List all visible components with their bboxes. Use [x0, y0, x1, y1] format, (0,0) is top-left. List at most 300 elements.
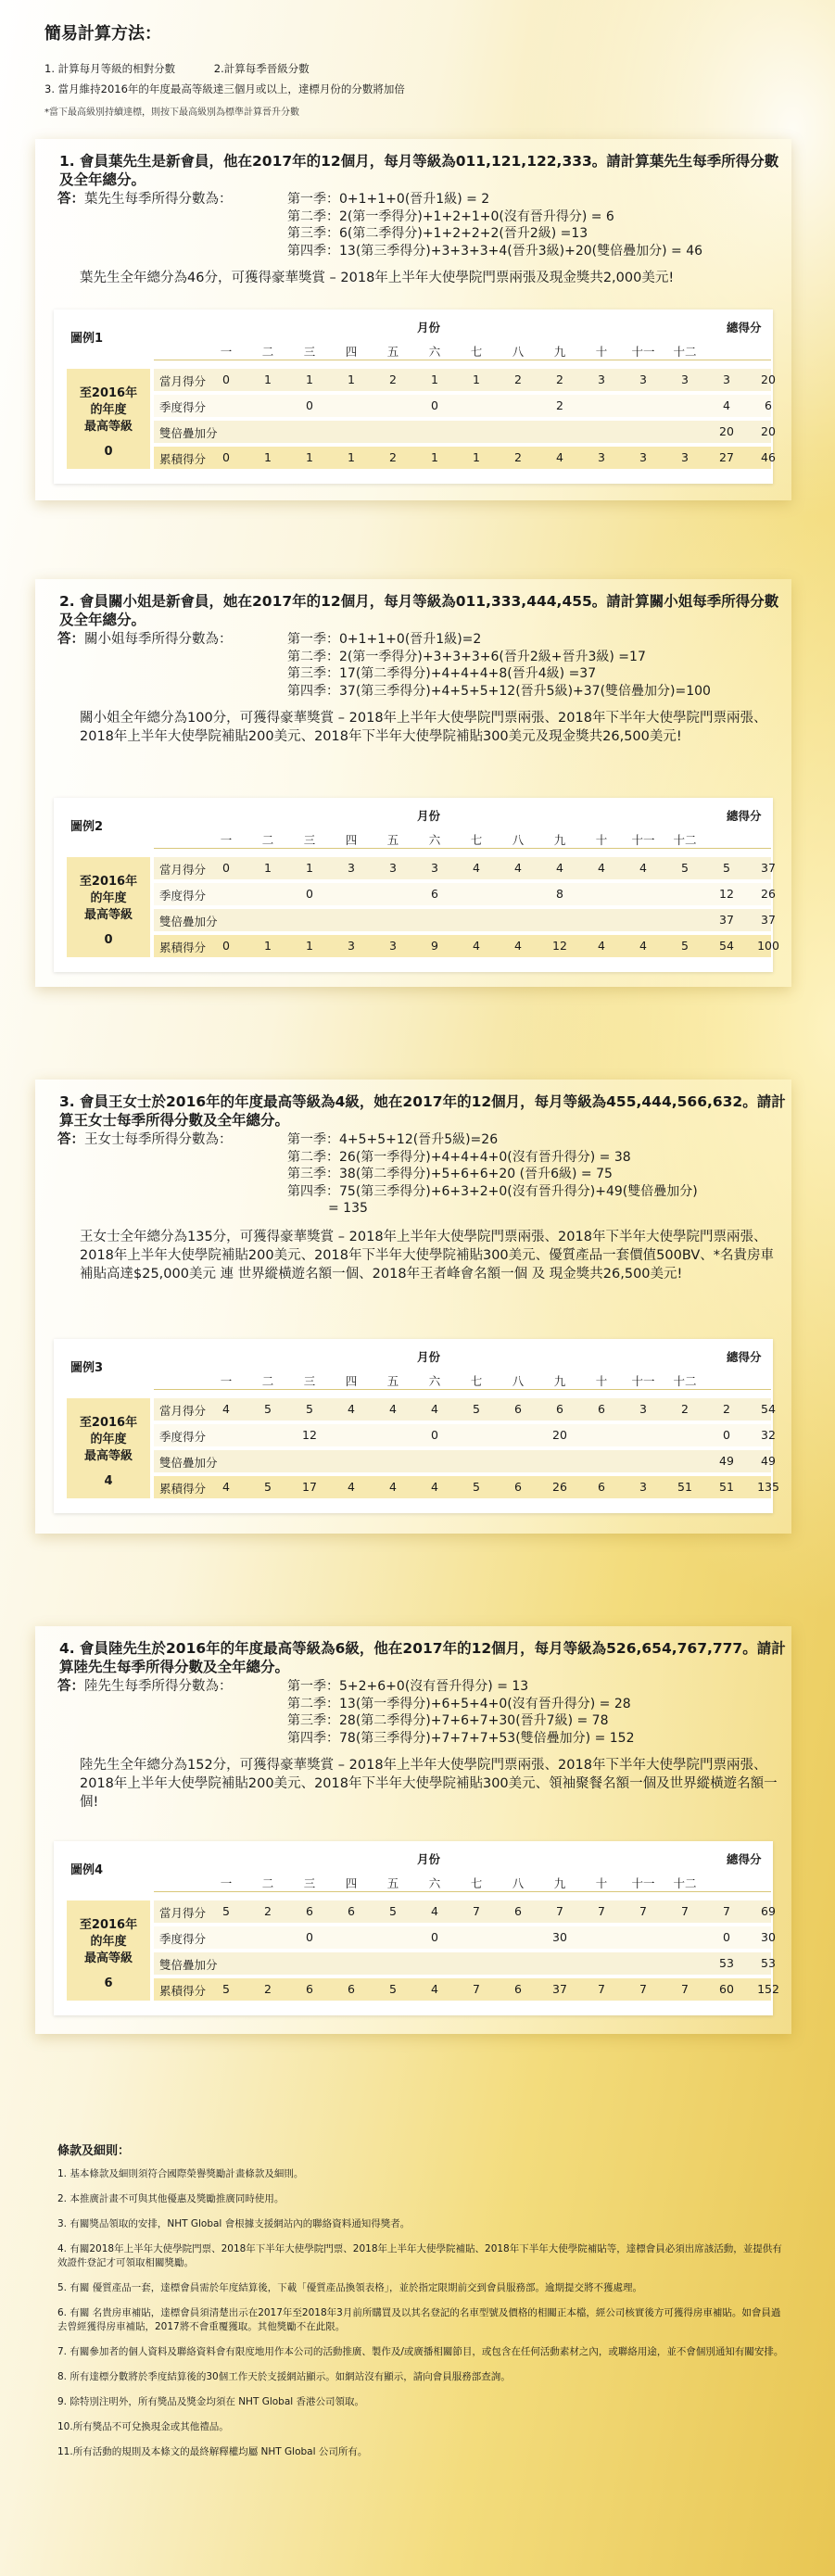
- table-cell: 5: [723, 861, 730, 875]
- month-col-header: 三: [303, 1876, 316, 1890]
- quarter-calculation: [287, 191, 702, 259]
- month-col-header: 十一: [631, 833, 655, 847]
- answer-intro-text: 王女士每季所得分數為：: [84, 1132, 233, 1147]
- table-cell: 27: [719, 450, 734, 464]
- question-text: [59, 592, 791, 629]
- row-label: 雙倍疊加分: [159, 915, 218, 928]
- row-label: 當月得分: [159, 1906, 207, 1920]
- table-cell: 6: [514, 1982, 522, 1996]
- table-cell: 5: [264, 1480, 272, 1494]
- table-cell: 0: [306, 1930, 313, 1944]
- highest-level-title-line: 最高等級: [83, 1449, 133, 1463]
- table-cell: 5: [389, 1904, 397, 1918]
- highest-level-title-line: 至2016年: [79, 1918, 138, 1932]
- month-col-header: 五: [386, 833, 399, 847]
- total-header: 總得分: [727, 809, 762, 823]
- table-cell: 4: [431, 1402, 438, 1416]
- calc-line: 第四季：37(第三季得分)+4+5+5+12(晉升5級)+37(雙倍疊加分)=100: [287, 683, 711, 699]
- table-cell: 1: [348, 450, 355, 464]
- table-cell: 2: [389, 450, 397, 464]
- table-cell: 7: [598, 1982, 605, 1996]
- calc-line: 第二季：26(第一季得分)+4+4+4+0(沒有晉升得分) = 38: [287, 1149, 631, 1165]
- calc-line: 第四季：78(第三季得分)+7+7+7+53(雙倍疊加分) = 152: [287, 1730, 635, 1746]
- table-cell: 6: [306, 1982, 313, 1996]
- table-cell: 152: [757, 1982, 779, 1996]
- highest-level-title-line: 至2016年: [79, 875, 138, 889]
- question-text: [59, 1639, 791, 1676]
- month-col-header: 四: [345, 1876, 358, 1890]
- example-label: 圖例3: [70, 1361, 104, 1375]
- table-cell: 6: [514, 1904, 522, 1918]
- table-cell: 4: [639, 939, 647, 953]
- answer-label: 答：: [57, 1679, 84, 1694]
- month-col-header: 八: [512, 1876, 525, 1890]
- table-row: [154, 935, 779, 957]
- month-col-header: 七: [470, 833, 483, 847]
- table-cell: 5: [264, 1402, 272, 1416]
- table-cell: 46: [761, 450, 776, 464]
- table-cell: 6: [431, 887, 438, 901]
- table-cell: 5: [306, 1402, 313, 1416]
- table-cell: 3: [639, 1480, 647, 1494]
- table-cell: 4: [598, 861, 605, 875]
- table-cell: 6: [598, 1402, 605, 1416]
- highest-level-title-line: 最高等級: [83, 908, 133, 922]
- table-cell: 4: [431, 1904, 438, 1918]
- calc-line: 第四季：75(第三季得分)+6+3+2+0(沒有晉升得分)+49(雙倍疊加分): [287, 1183, 698, 1199]
- table-cell: 9: [431, 939, 438, 953]
- month-col-header: 一: [220, 345, 233, 359]
- calc-line: 第一季：0+1+1+0(晉升1級)=2: [287, 632, 482, 647]
- intro-note: *當下最高級別持續達標，則按下最高級別為標準計算晉升分數: [44, 107, 299, 118]
- table-cell: 4: [389, 1480, 397, 1494]
- table-cell: 3: [431, 861, 438, 875]
- table-cell: 100: [757, 939, 779, 953]
- month-col-header: 八: [512, 345, 525, 359]
- method-1: 1. 計算每月等級的相對分數: [44, 62, 176, 75]
- month-col-header: 十二: [673, 1876, 697, 1890]
- month-col-header: 二: [261, 1876, 274, 1890]
- table-cell: 7: [681, 1982, 689, 1996]
- table-cell: 53: [719, 1956, 734, 1970]
- answer-label: 答：: [57, 632, 84, 647]
- table-cell: 2: [264, 1904, 272, 1918]
- table-row: [154, 1450, 776, 1472]
- row-label: 季度得分: [159, 1430, 207, 1444]
- quarter-calculation: [287, 1131, 698, 1218]
- table-cell: 0: [222, 861, 230, 875]
- table-cell: 54: [761, 1402, 776, 1416]
- table-cell: 6: [765, 398, 772, 412]
- calc-line: 第三季：6(第二季得分)+1+2+2+2(晉升2級) =13: [287, 226, 588, 241]
- table-row: [154, 1978, 779, 2001]
- terms-section: [57, 2140, 790, 2470]
- month-col-header: 六: [428, 1876, 441, 1890]
- table-cell: 4: [431, 1480, 438, 1494]
- calc-line: 第三季：28(第二季得分)+7+6+7+30(晉升7級) = 78: [287, 1713, 609, 1728]
- score-table: [54, 309, 776, 484]
- terms-item: 10.所有獎品不可兌換現金或其他禮品。: [57, 2421, 229, 2432]
- table-cell: 3: [639, 1402, 647, 1416]
- table-cell: 37: [761, 861, 776, 875]
- table-cell: 4: [639, 861, 647, 875]
- table-cell: 49: [719, 1454, 734, 1468]
- month-col-header: 七: [470, 1876, 483, 1890]
- table-cell: 7: [639, 1904, 647, 1918]
- calc-line: 第三季：17(第二季得分)+4+4+4+8(晉升4級) =37: [287, 666, 597, 681]
- highest-level-title-line: 至2016年: [79, 1416, 138, 1430]
- table-cell: 53: [761, 1956, 776, 1970]
- score-table: [54, 1841, 779, 2015]
- highest-level-value: 4: [104, 1474, 113, 1488]
- table-cell: 3: [598, 450, 605, 464]
- table-cell: 4: [222, 1402, 230, 1416]
- table-cell: 4: [598, 939, 605, 953]
- row-label: 累積得分: [159, 452, 207, 466]
- table-row: [154, 447, 776, 469]
- question-body: 會員關小姐是新會員，她在2017年的12個月，每月等級為011,333,444,455。請計算關小姐每季所得分數及全年總分。: [59, 593, 779, 628]
- question-number: 4.: [59, 1640, 75, 1657]
- table-cell: 3: [681, 373, 689, 386]
- highest-level-title-line: 最高等級: [83, 420, 133, 434]
- table-row: [154, 1424, 776, 1446]
- table-cell: 6: [306, 1904, 313, 1918]
- table-cell: 1: [264, 939, 272, 953]
- total-header: 總得分: [727, 1350, 762, 1364]
- calc-line: 第三季：38(第二季得分)+5+6+6+20 (晉升6級) = 75: [287, 1167, 613, 1181]
- month-col-header: 七: [470, 1374, 483, 1388]
- table-cell: 0: [723, 1930, 730, 1944]
- month-header: 月份: [417, 809, 441, 823]
- table-cell: 2: [556, 398, 563, 412]
- table-cell: 7: [598, 1904, 605, 1918]
- terms-item: 5. 有關 優質產品一套，達標會員需於年度結算後，下載「優質產品換領表格」，並於指定限期前交到會員服務部。逾期提交將不獲處理。: [57, 2282, 642, 2293]
- question-body: 會員王女士於2016年的年度最高等級為4級，她在2017年的12個月，每月等級為455,444,566,632。請計算王女士每季所得分數及全年總分。: [59, 1093, 786, 1129]
- month-col-header: 十二: [673, 833, 697, 847]
- table-cell: 135: [757, 1480, 779, 1494]
- total-header: 總得分: [727, 321, 762, 335]
- table-cell: 1: [348, 373, 355, 386]
- month-col-header: 十一: [631, 1374, 655, 1388]
- header-rule: [154, 1891, 771, 1892]
- header-rule: [154, 848, 771, 849]
- month-col-header: 九: [553, 833, 566, 847]
- table-cell: 2: [681, 1402, 689, 1416]
- table-cell: 5: [389, 1982, 397, 1996]
- table-cell: 3: [598, 373, 605, 386]
- table-row: [154, 857, 776, 879]
- calc-line: 第四季：13(第三季得分)+3+3+3+4(晉升3級)+20(雙倍疊加分) = 46: [287, 243, 703, 259]
- table-cell: 1: [431, 373, 438, 386]
- table-cell: 1: [264, 373, 272, 386]
- month-col-header: 二: [261, 833, 274, 847]
- highest-level-cell: [67, 369, 150, 469]
- table-cell: 7: [473, 1904, 480, 1918]
- terms-item: 4. 有關2018年上半年大使學院門票、2018年下半年大使學院門票、2018年上半年大使學院補貼、2018年下半年大使學院補貼等，達標會員必須出席該活動，並提供有效證件登記才可領取相關獎勵。: [57, 2243, 782, 2268]
- table-cell: 4: [222, 1480, 230, 1494]
- terms-item: 8. 所有達標分數將於季度結算後的30個工作天於支援網站顯示。如網站沒有顯示，請向會員服務部查詢。: [57, 2371, 511, 2382]
- row-label: 雙倍疊加分: [159, 426, 218, 440]
- table-cell: 7: [639, 1982, 647, 1996]
- table-cell: 1: [473, 373, 480, 386]
- highest-level-cell: [67, 857, 150, 957]
- table-cell: 2: [264, 1982, 272, 1996]
- table-cell: 20: [719, 424, 734, 438]
- table-row: [154, 883, 776, 905]
- row-label: 累積得分: [159, 941, 207, 954]
- total-header: 總得分: [727, 1852, 762, 1866]
- table-cell: 0: [306, 887, 313, 901]
- answer-intro-text: 葉先生每季所得分數為：: [84, 192, 233, 207]
- table-cell: 51: [677, 1480, 692, 1494]
- table-cell: 4: [556, 450, 563, 464]
- answer-intro: [57, 191, 233, 208]
- score-table: [54, 798, 779, 972]
- answer-label: 答：: [57, 1132, 84, 1147]
- question-panel-3: [35, 1080, 791, 1534]
- question-text: [59, 1092, 791, 1130]
- answer-intro: [57, 631, 233, 649]
- table-cell: 8: [556, 887, 563, 901]
- row-label: 雙倍疊加分: [159, 1456, 218, 1470]
- month-col-header: 一: [220, 833, 233, 847]
- method-3: 3. 當月維持2016年的年度最高等級達三個月或以上，達標月份的分數將加倍: [44, 82, 405, 95]
- table-cell: 1: [264, 450, 272, 464]
- month-col-header: 三: [303, 1374, 316, 1388]
- table-cell: 2: [723, 1402, 730, 1416]
- table-cell: 3: [681, 450, 689, 464]
- header-rule: [154, 1389, 771, 1390]
- table-row: [154, 369, 776, 391]
- table-cell: 30: [761, 1930, 776, 1944]
- row-label: 累積得分: [159, 1984, 207, 1998]
- month-col-header: 十二: [673, 345, 697, 359]
- highest-level-title: [67, 874, 150, 924]
- month-col-header: 六: [428, 1374, 441, 1388]
- table-cell: 7: [473, 1982, 480, 1996]
- row-label: 季度得分: [159, 889, 207, 903]
- table-cell: 4: [348, 1402, 355, 1416]
- table-cell: 7: [723, 1904, 730, 1918]
- table-cell: 17: [302, 1480, 317, 1494]
- answer-intro-text: 陸先生每季所得分數為：: [84, 1679, 233, 1694]
- calc-line: = 135: [328, 1201, 368, 1216]
- quarter-calculation: [287, 1678, 634, 1747]
- table-cell: 20: [552, 1428, 567, 1442]
- month-col-header: 十: [595, 1374, 608, 1388]
- table-cell: 2: [514, 373, 522, 386]
- question-number: 1.: [59, 153, 75, 170]
- intro-methods: [44, 61, 786, 76]
- table-cell: 5: [473, 1480, 480, 1494]
- table-cell: 37: [761, 913, 776, 927]
- terms-list: [57, 2167, 790, 2459]
- table-cell: 20: [761, 373, 776, 386]
- table-row: [154, 1926, 776, 1949]
- calc-line: 第二季：2(第一季得分)+1+2+1+0(沒有晉升得分) = 6: [287, 208, 614, 224]
- month-col-header: 十一: [631, 1876, 655, 1890]
- month-col-header: 二: [261, 345, 274, 359]
- month-header: 月份: [417, 1350, 441, 1364]
- highest-level-value: 6: [104, 1976, 113, 1990]
- highest-level-title: [67, 1415, 150, 1465]
- table-cell: 1: [431, 450, 438, 464]
- month-col-header: 九: [553, 1374, 566, 1388]
- table-cell: 3: [389, 861, 397, 875]
- question-text: [59, 152, 791, 189]
- month-col-header: 五: [386, 345, 399, 359]
- calc-line: 第一季：4+5+5+12(晉升5級)=26: [287, 1132, 499, 1147]
- table-cell: 3: [639, 450, 647, 464]
- table-cell: 5: [681, 939, 689, 953]
- table-cell: 4: [389, 1402, 397, 1416]
- highest-level-cell: [67, 1900, 150, 2001]
- table-cell: 4: [348, 1480, 355, 1494]
- table-cell: 12: [552, 939, 567, 953]
- row-label: 當月得分: [159, 1404, 207, 1418]
- row-label: 雙倍疊加分: [159, 1958, 218, 1972]
- table-cell: 0: [222, 373, 230, 386]
- table-cell: 5: [222, 1982, 230, 1996]
- table-cell: 54: [719, 939, 734, 953]
- table-row: [154, 1900, 776, 1923]
- table-cell: 4: [514, 939, 522, 953]
- table-cell: 6: [598, 1480, 605, 1494]
- table-cell: 0: [222, 939, 230, 953]
- question-panel-4: [35, 1626, 791, 2034]
- row-label: 當月得分: [159, 374, 207, 388]
- month-col-header: 十: [595, 1876, 608, 1890]
- table-row: [154, 1398, 776, 1421]
- row-label: 季度得分: [159, 1932, 207, 1946]
- month-col-header: 一: [220, 1374, 233, 1388]
- table-cell: 6: [514, 1480, 522, 1494]
- question-body: 會員葉先生是新會員，他在2017年的12個月，每月等級為011,121,122,333。請計算葉先生每季所得分數及全年總分。: [59, 153, 779, 188]
- table-cell: 4: [556, 861, 563, 875]
- highest-level-title-line: 的年度: [90, 1433, 127, 1446]
- month-col-header: 一: [220, 1876, 233, 1890]
- table-cell: 3: [348, 939, 355, 953]
- table-row: [154, 395, 771, 417]
- month-col-header: 八: [512, 1374, 525, 1388]
- answer-intro: [57, 1678, 233, 1696]
- month-col-header: 四: [345, 345, 358, 359]
- table-cell: 2: [389, 373, 397, 386]
- row-label: 季度得分: [159, 400, 207, 414]
- calc-line: 第二季：13(第一季得分)+6+5+4+0(沒有晉升得分) = 28: [287, 1696, 631, 1711]
- terms-item: 2. 本推廣計畫不可與其他優惠及獎勵推廣同時使用。: [57, 2193, 285, 2204]
- table-cell: 60: [719, 1982, 734, 1996]
- question-body: 會員陸先生於2016年的年度最高等級為6級，他在2017年的12個月，每月等級為526,654,767,777。請計算陸先生每季所得分數及全年總分。: [59, 1640, 786, 1675]
- table-cell: 32: [761, 1428, 776, 1442]
- row-label: 累積得分: [159, 1482, 207, 1496]
- answer-intro: [57, 1131, 233, 1149]
- quarter-calculation: [287, 631, 711, 700]
- month-header: 月份: [417, 321, 441, 335]
- month-header: 月份: [417, 1852, 441, 1866]
- table-cell: 1: [473, 450, 480, 464]
- answer-label: 答：: [57, 192, 84, 207]
- table-cell: 3: [389, 939, 397, 953]
- table-cell: 69: [761, 1904, 776, 1918]
- table-cell: 6: [348, 1982, 355, 1996]
- table-cell: 20: [761, 424, 776, 438]
- table-cell: 7: [556, 1904, 563, 1918]
- table-row: [154, 1952, 776, 1975]
- terms-item: 9. 除特別注明外，所有獎品及獎金均須在 NHT Global 香港公司領取。: [57, 2396, 365, 2407]
- table-cell: 3: [723, 373, 730, 386]
- table-cell: 4: [514, 861, 522, 875]
- table-cell: 3: [639, 373, 647, 386]
- highest-level-title: [67, 385, 150, 436]
- table-cell: 4: [723, 398, 730, 412]
- table-cell: 1: [264, 861, 272, 875]
- terms-item: 1. 基本條款及細則須符合國際榮譽獎勵計畫條款及細則。: [57, 2168, 304, 2179]
- table-cell: 1: [306, 861, 313, 875]
- highest-level-title-line: 的年度: [90, 403, 127, 417]
- terms-item: 7. 有關參加者的個人資料及聯絡資料會有限度地用作本公司的活動推廣、製作及/或廣播相關節目，或包含在任何活動素材之內，或聯絡用途，並不會個別通知有關安排。: [57, 2346, 784, 2357]
- table-cell: 7: [681, 1904, 689, 1918]
- month-col-header: 六: [428, 345, 441, 359]
- table-cell: 2: [556, 373, 563, 386]
- month-col-header: 十: [595, 833, 608, 847]
- intro-title: 簡易計算方法：: [44, 24, 161, 44]
- question-panel-1: [35, 139, 791, 500]
- table-cell: 26: [761, 887, 776, 901]
- table-cell: 12: [302, 1428, 317, 1442]
- table-cell: 0: [723, 1428, 730, 1442]
- example-label: 圖例2: [70, 820, 104, 834]
- table-row: [154, 909, 776, 931]
- table-cell: 4: [473, 861, 480, 875]
- table-cell: 1: [306, 373, 313, 386]
- month-col-header: 四: [345, 1374, 358, 1388]
- month-col-header: 三: [303, 345, 316, 359]
- table-cell: 51: [719, 1480, 734, 1494]
- table-cell: 3: [348, 861, 355, 875]
- calc-line: 第一季：5+2+6+0(沒有晉升得分) = 13: [287, 1679, 529, 1694]
- question-panel-2: [35, 579, 791, 987]
- month-col-header: 十一: [631, 345, 655, 359]
- intro-section: [44, 20, 786, 118]
- table-cell: 1: [306, 450, 313, 464]
- table-cell: 37: [719, 913, 734, 927]
- table-cell: 0: [431, 1428, 438, 1442]
- month-col-header: 三: [303, 833, 316, 847]
- calc-line: 第二季：2(第一季得分)+3+3+3+6(晉升2級+晉升3級) =17: [287, 649, 646, 664]
- method-2: 2.計算每季晉級分數: [213, 62, 310, 75]
- terms-item: 6. 有關 名貴房車補貼，達標會員須清楚出示在2017年至2018年3月前所購買及以其名登記的名車型號及價格的相關正本檔，經公司核實後方可獲得房車補貼。如會員過去曾經獲得房車補貼，2017將不會重覆獲取。其他獎勵不在此限。: [57, 2307, 781, 2332]
- highest-level-title-line: 的年度: [90, 891, 127, 905]
- table-cell: 0: [222, 450, 230, 464]
- highest-level-value: 0: [104, 933, 113, 947]
- score-table: [54, 1339, 779, 1513]
- month-col-header: 十二: [673, 1374, 697, 1388]
- terms-title: 條款及細則：: [57, 2144, 131, 2158]
- table-cell: 12: [719, 887, 734, 901]
- annual-summary: 關小姐全年總分為100分，可獲得豪華獎賞 – 2018年上半年大使學院門票兩張、2018年下半年大使學院門票兩張、2018年上半年大使學院補貼200美元、2018年下半年大使學院補貼300美元及現金獎共26,500美元!: [80, 711, 767, 744]
- answer-intro-text: 關小姐每季所得分數為：: [84, 632, 233, 647]
- table-cell: 4: [473, 939, 480, 953]
- highest-level-title-line: 的年度: [90, 1935, 127, 1949]
- month-col-header: 九: [553, 1876, 566, 1890]
- table-cell: 6: [514, 1402, 522, 1416]
- annual-summary: 葉先生全年總分為46分，可獲得豪華獎賞 – 2018年上半年大使學院門票兩張及現金獎共2,000美元!: [80, 271, 675, 285]
- month-col-header: 九: [553, 345, 566, 359]
- annual-summary: 陸先生全年總分為152分，可獲得豪華獎賞 – 2018年上半年大使學院門票兩張、2018年下半年大使學院門票兩張、2018年上半年大使學院補貼200美元、2018年下半年大使學院補貼300美元、領袖聚餐名額一個及世界縱橫遊名額一個!: [80, 1758, 778, 1810]
- annual-summary: 王女士全年總分為135分，可獲得豪華獎賞 – 2018年上半年大使學院門票兩張、2018年下半年大使學院門票兩張、2018年上半年大使學院補貼200美元、2018年下半年大使學院補貼300美元、優質產品一套價值500BV、*名貴房車補貼高達$25,000美元 連 世界縱橫遊名額一個、2018年王者峰會名額一個 及 現金獎共26,500美元!: [80, 1230, 774, 1282]
- highest-level-title: [67, 1917, 150, 1967]
